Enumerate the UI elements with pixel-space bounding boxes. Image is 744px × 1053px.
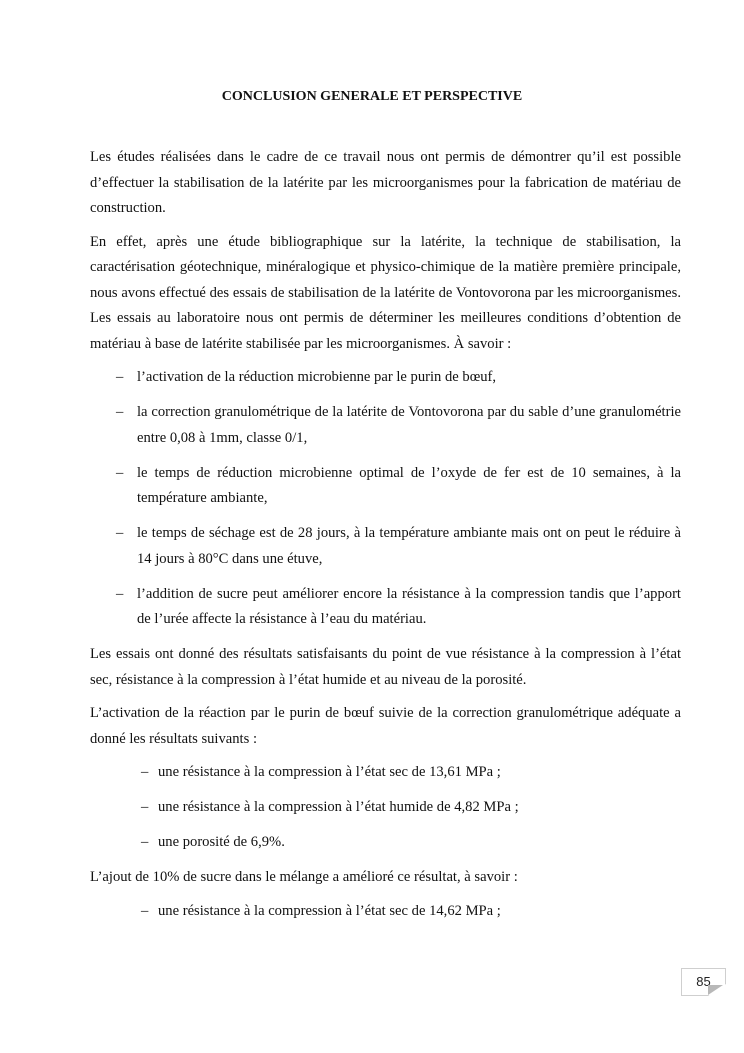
paragraph: En effet, après une étude bibliographique sur la latérite, la technique de stabilisation, la caractérisation géotechnique, minéralogique et physico-chimique de la matière première principale, nous avons effectué des essais de stabilisation de la latérite de Vontovorona par les microorganismes. Les essais au laboratoire nous ont permis de déterminer les meilleures conditions d’obtention de matériau à base de latérite stabilisée par les microorganismes. À savoir : (90, 233, 681, 352)
page-number: 85 (681, 968, 726, 996)
conditions-list (90, 365, 681, 633)
page-curl-shadow-icon (708, 985, 723, 995)
results-list (90, 760, 681, 856)
paragraph: L’activation de la réaction par le purin de bœuf suivie de la correction granulométrique adéquate a donné les résultats suivants : (90, 705, 681, 747)
list-item: – l’activation de la réduction microbienne par le purin de bœuf, (116, 369, 497, 385)
list-item: – une résistance à la compression à l’état sec de 14,62 MPa ; (141, 902, 501, 919)
list-item: – une porosité de 6,9%. (141, 834, 285, 850)
list-item: – le temps de séchage est de 28 jours, à la température ambiante mais ont on peut le réduire à 14 jours à 80°C dans une étuve, (116, 525, 681, 567)
paragraph: Les essais ont donné des résultats satisfaisants du point de vue résistance à la compression à l’état sec, résistance à la compression à l’état humide et au niveau de la porosité. (90, 646, 681, 688)
paragraph: L’ajout de 10% de sucre dans le mélange a amélioré ce résultat, à savoir : (90, 869, 518, 885)
sugar-results-list (90, 899, 681, 925)
page-title: CONCLUSION GENERALE ET PERSPECTIVE (221, 89, 523, 104)
document-body (90, 145, 681, 934)
list-item: – l’addition de sucre peut améliorer encore la résistance à la compression tandis que l’apport de l’urée affecte la résistance à l’eau du matériau. (116, 585, 681, 627)
list-item: – le temps de réduction microbienne optimal de l’oxyde de fer est de 10 semaines, à la température ambiante, (116, 464, 681, 506)
list-item: – une résistance à la compression à l’état humide de 4,82 MPa ; (141, 799, 519, 815)
list-item: – une résistance à la compression à l’état sec de 13,61 MPa ; (141, 764, 501, 780)
list-item: – la correction granulométrique de la latérite de Vontovorona par du sable d’une granulométrie entre 0,08 à 1mm, classe 0/1, (116, 404, 681, 446)
paragraph: Les études réalisées dans le cadre de ce travail nous ont permis de démontrer qu’il est possible d’effectuer la stabilisation de la latérite par les microorganismes pour la fabrication de matériau de construction. (90, 149, 681, 216)
